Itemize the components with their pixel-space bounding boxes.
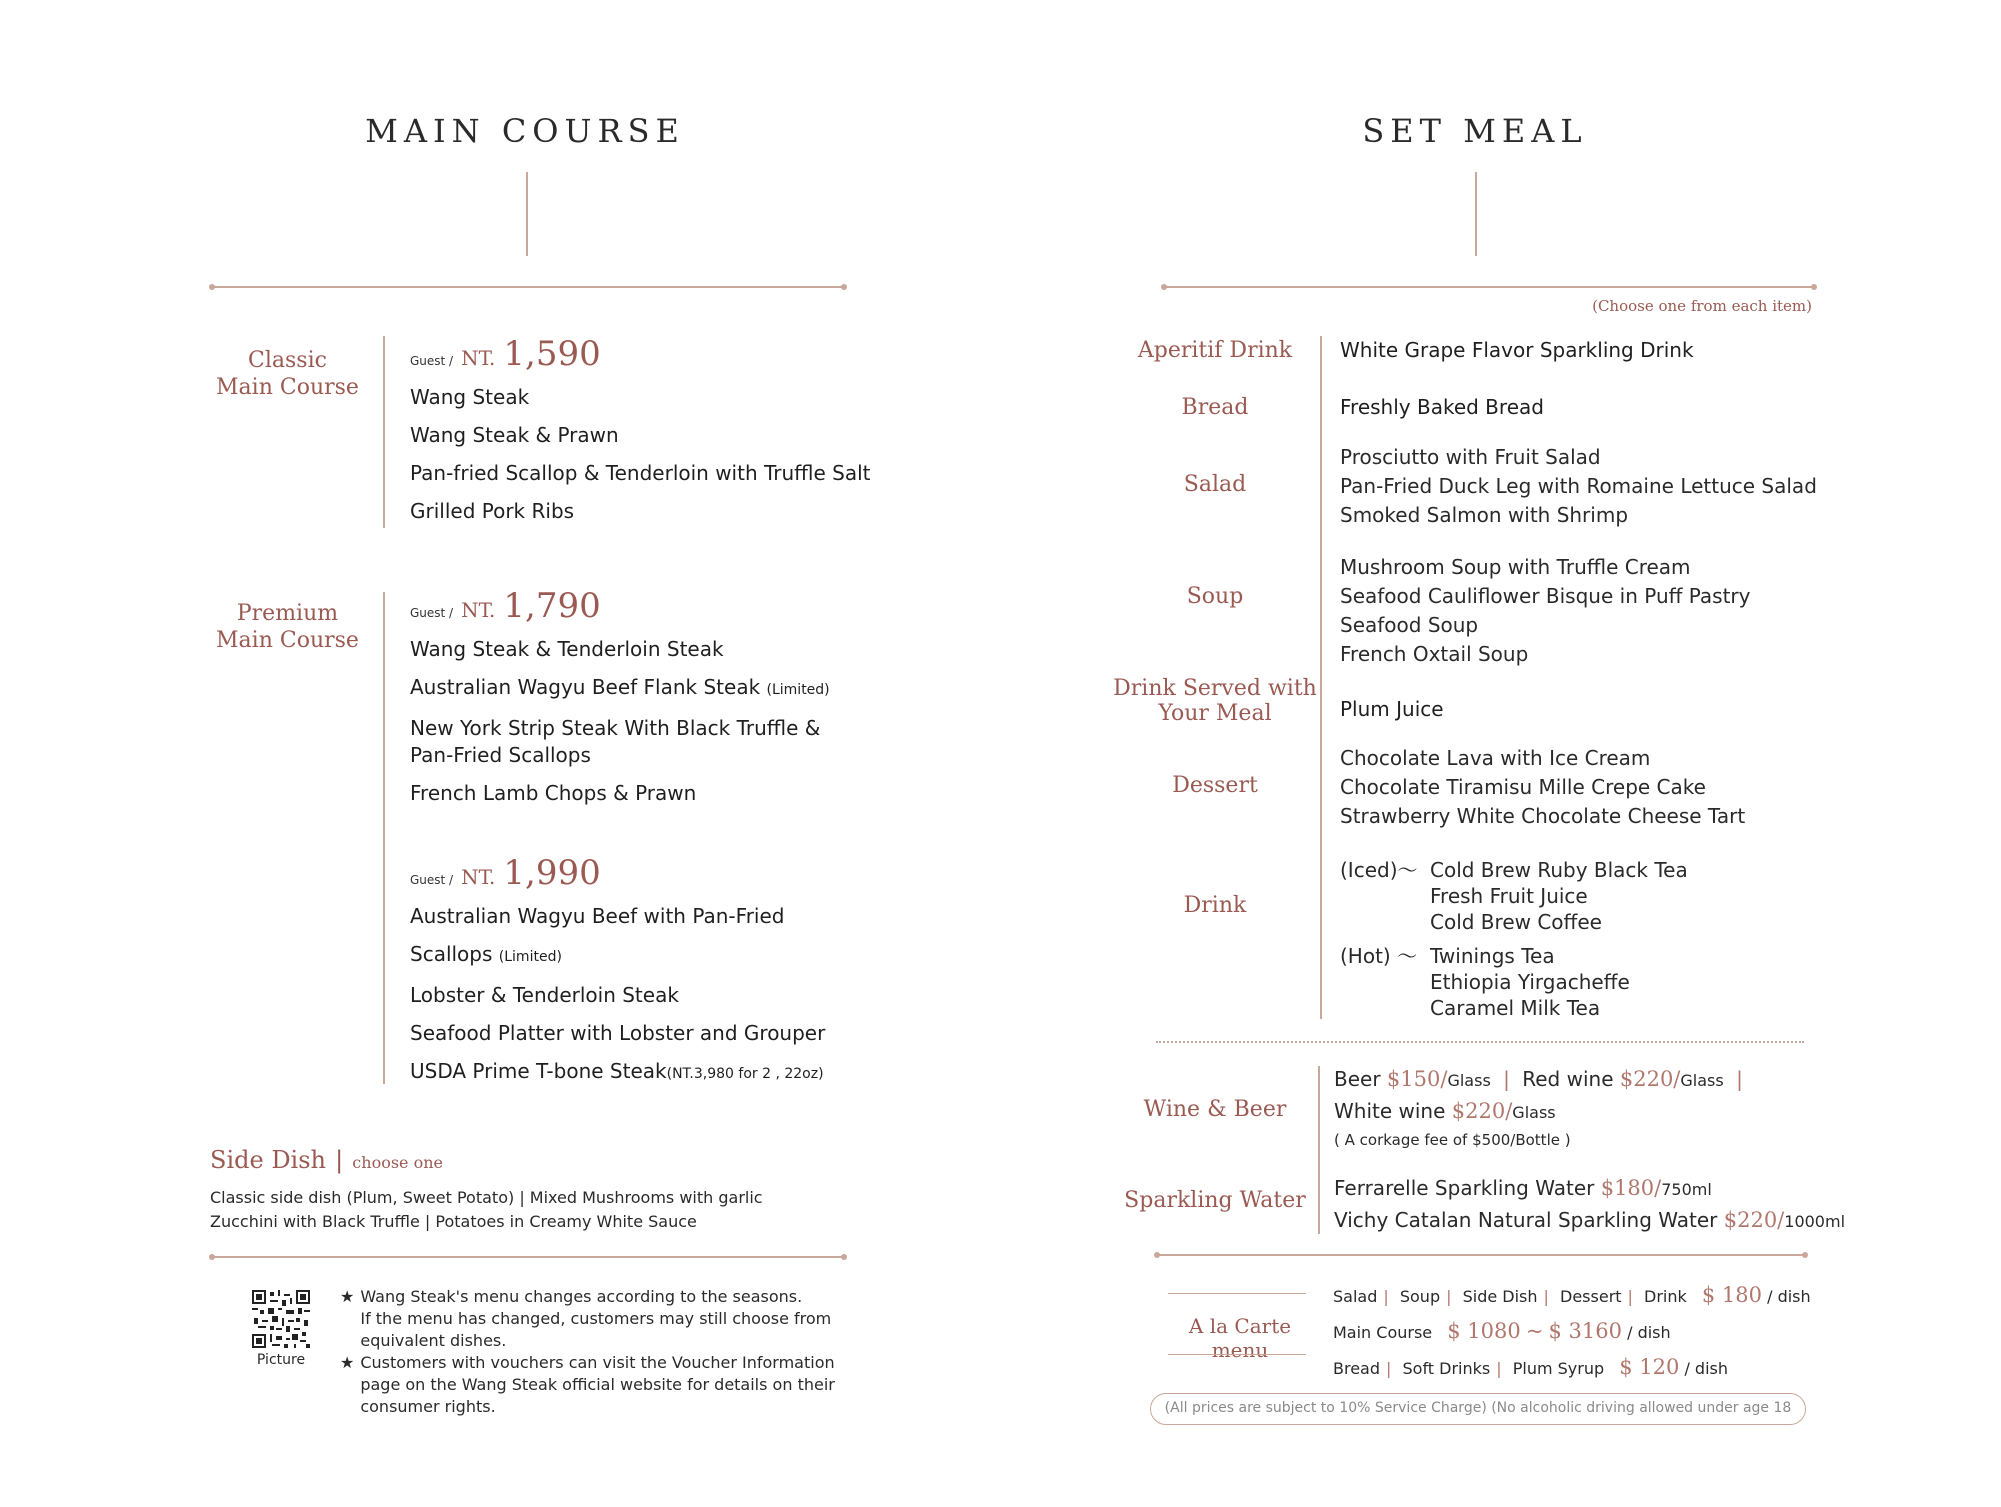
menu-item: Grilled Pork Ribs (410, 499, 575, 523)
premium2-price: Guest / NT. 1,990 (410, 853, 601, 893)
category-classic: Classic Main Course (216, 348, 359, 400)
menu-item: White Grape Flavor Sparkling Drink (1340, 338, 1694, 362)
alacarte-line (1168, 1293, 1306, 1294)
category-bread: Bread (1181, 395, 1249, 420)
category-drink: Drink (1183, 893, 1247, 918)
menu-item: Seafood Soup (1340, 613, 1479, 637)
menu-item: New York Strip Steak With Black Truffle & (410, 716, 821, 740)
drink-hot (1340, 943, 1630, 1021)
qr-label: Picture (256, 1352, 306, 1368)
menu-item: Fresh Fruit Juice (1430, 884, 1588, 908)
qr-code-icon[interactable] (252, 1290, 310, 1348)
menu-item: Australian Wagyu Beef with Pan-Fried (410, 904, 785, 928)
wine-list: Beer $150/Glass | Red wine $220/Glass | White wine $220/Glass ( A corkage fee of $500/Bottle ) (1334, 1067, 1743, 1149)
divider-vertical (526, 172, 528, 256)
menu-item: Lobster & Tenderloin Steak (410, 983, 679, 1007)
category-aperitif: Aperitif Drink (1137, 338, 1293, 363)
category-dessert: Dessert (1172, 773, 1258, 798)
category-premium: Premium Main Course (216, 601, 359, 653)
menu-item: Cold Brew Ruby Black Tea (1430, 858, 1688, 882)
alacarte-line (1168, 1354, 1306, 1355)
premium-price: Guest / NT. 1,790 (410, 586, 601, 626)
hot-label: (Hot) ～ (1340, 944, 1418, 968)
menu-item: Pan-Fried Duck Leg with Romaine Lettuce Salad (1340, 474, 1817, 498)
category-drink-with-meal: Drink Served with Your Meal (1113, 676, 1317, 726)
drink-iced (1340, 857, 1688, 935)
classic-items (410, 384, 871, 525)
side-dish-header: Side Dish | choose one (210, 1146, 443, 1174)
menu-item: Mushroom Soup with Truffle Cream (1340, 555, 1691, 579)
main-course-heading: MAIN COURSE (365, 112, 685, 150)
menu-item: Caramel Milk Tea (1430, 996, 1601, 1020)
premium2-items (410, 903, 825, 1088)
category-divider (1320, 336, 1322, 1019)
menu-item: Cold Brew Coffee (1430, 910, 1602, 934)
category-sparkling-water: Sparkling Water (1124, 1188, 1306, 1213)
menu-item: Seafood Platter with Lobster and Grouper (410, 1021, 826, 1045)
menu-item: Ethiopia Yirgacheffe (1430, 970, 1630, 994)
star-icon: ★ (340, 1353, 355, 1372)
choose-note: (Choose one from each item) (1592, 297, 1812, 315)
alacarte-list: Salad | Soup | Side Dish | Dessert | Drink $ 180 / dish Main Course $ 1080 ~ $ 3160 / dish Bread | Soft Drinks | Plum Syrup $ 120 / dish (1333, 1283, 1811, 1379)
menu-item: French Oxtail Soup (1340, 642, 1529, 666)
note-item: ★ Customers with vouchers can visit the Voucher Information page on the Wang Steak official website for details on their consumer rights. (340, 1353, 835, 1416)
sparkling-list: Ferrarelle Sparkling Water $180/750ml Vichy Catalan Natural Sparkling Water $220/1000ml (1334, 1176, 1846, 1232)
classic-price: Guest / NT. 1,590 (410, 334, 601, 374)
menu-item: Chocolate Lava with Ice Cream (1340, 746, 1651, 770)
category-soup: Soup (1186, 584, 1244, 609)
side-dish-options: Classic side dish (Plum, Sweet Potato) | Mixed Mushrooms with garlic Zucchini with Black Truffle | Potatoes in Creamy White Sauce (210, 1188, 763, 1231)
menu-item: Wang Steak & Prawn (410, 423, 619, 447)
note-item: ★ Wang Steak's menu changes according to the seasons. If the menu has changed, customers may still choose from equivalent dishes. (340, 1287, 832, 1350)
category-divider (383, 592, 385, 1084)
menu-item: Pan-Fried Scallops (410, 743, 591, 767)
iced-label: (Iced)～ (1340, 858, 1418, 882)
menu-item: French Lamb Chops & Prawn (410, 781, 697, 805)
menu-item: Pan-fried Scallop & Tenderloin with Truffle Salt (410, 461, 871, 485)
menu-item: Seafood Cauliflower Bisque in Puff Pastry (1340, 584, 1751, 608)
divider-horizontal (212, 286, 844, 288)
menu-item: Prosciutto with Fruit Salad (1340, 445, 1601, 469)
soup-items (1340, 553, 1751, 669)
star-icon: ★ (340, 1287, 355, 1306)
notes (340, 1286, 860, 1418)
dessert-items (1340, 744, 1745, 831)
set-meal-heading: SET MEAL (1362, 112, 1588, 150)
menu-item: USDA Prime T-bone Steak(NT.3,980 for 2 , 22oz) (410, 1059, 824, 1083)
divider-vertical (1475, 172, 1477, 256)
menu-item: Twinings Tea (1430, 944, 1555, 968)
service-charge-note: (All prices are subject to 10% Service Charge) (No alcoholic driving allowed under age 18 (1150, 1393, 1806, 1425)
menu-item: Wang Steak (410, 385, 530, 409)
menu-item: Smoked Salmon with Shrimp (1340, 503, 1629, 527)
menu-item: Strawberry White Chocolate Cheese Tart (1340, 804, 1746, 828)
salad-items (1340, 443, 1817, 530)
category-wine-beer: Wine & Beer (1143, 1097, 1287, 1122)
category-salad: Salad (1183, 472, 1247, 497)
menu-item: Plum Juice (1340, 697, 1444, 721)
dotted-divider (1156, 1041, 1804, 1043)
category-divider (383, 336, 385, 528)
premium-items (410, 636, 830, 807)
divider-horizontal (1164, 286, 1814, 288)
menu-item: Wang Steak & Tenderloin Steak (410, 637, 724, 661)
divider-horizontal (212, 1256, 844, 1258)
menu-item: Australian Wagyu Beef Flank Steak (Limited) (410, 675, 830, 699)
menu-item: Scallops (Limited) (410, 942, 562, 966)
menu-item: Freshly Baked Bread (1340, 395, 1544, 419)
divider-horizontal (1157, 1254, 1805, 1256)
alacarte-label: A la Carte menu (1188, 1314, 1292, 1362)
menu-item: Chocolate Tiramisu Mille Crepe Cake (1340, 775, 1706, 799)
